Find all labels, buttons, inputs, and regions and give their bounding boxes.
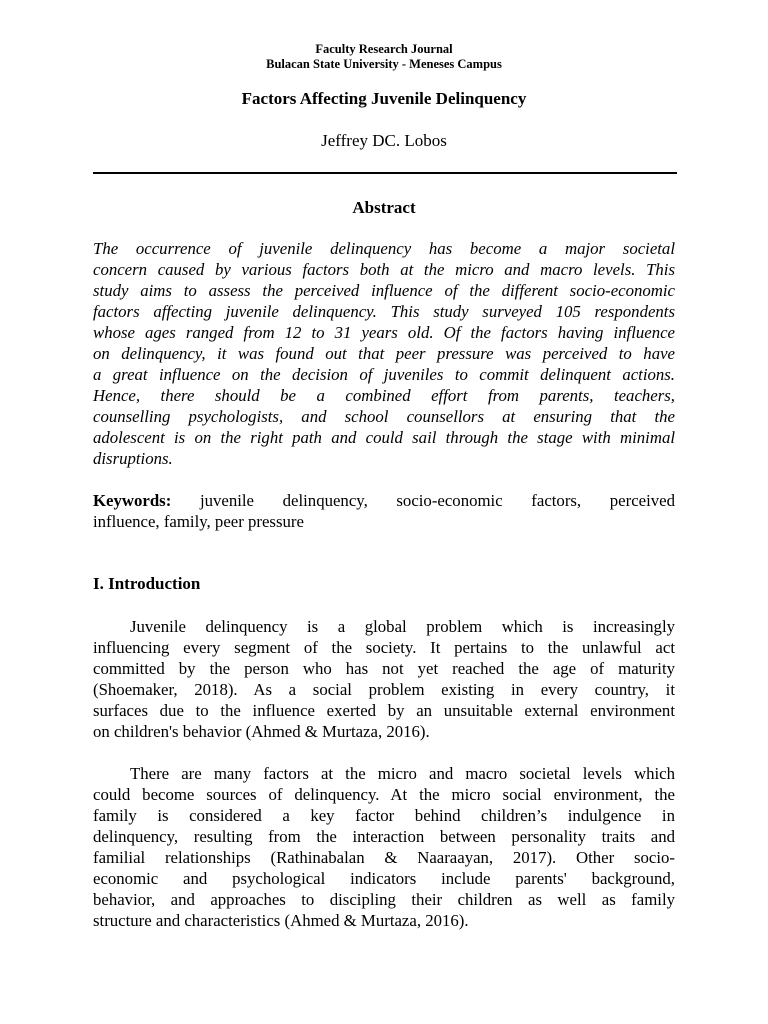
paragraph-line: could become sources of delinquency. At the micro social environment, the: [93, 785, 675, 804]
institution-name: Bulacan State University - Meneses Campus: [266, 57, 502, 71]
paragraph-line: delinquency, resulting from the interaction between personality traits and: [93, 827, 675, 846]
paragraph-line: Juvenile delinquency is a global problem which is increasingly: [130, 617, 675, 636]
journal-header: [0, 42, 768, 72]
abstract-line: study aims to assess the perceived influence of the different socio-economic: [93, 281, 675, 300]
keywords-block: [93, 490, 675, 532]
journal-name: Faculty Research Journal: [315, 42, 453, 56]
abstract-line: factors affecting juvenile delinquency. This study surveyed 105 respondents: [93, 302, 675, 321]
introduction-heading: I. Introduction: [93, 574, 201, 593]
paragraph-line: behavior, and approaches to discipling their children as well as family: [93, 890, 675, 909]
abstract-line: disruptions.: [93, 449, 173, 468]
paragraph-line: on children's behavior (Ahmed & Murtaza, 2016).: [93, 722, 430, 741]
abstract-body: [93, 238, 675, 469]
abstract-line: The occurrence of juvenile delinquency has become a major societal: [93, 239, 675, 258]
paragraph-line: (Shoemaker, 2018). As a social problem existing in every country, it: [93, 680, 675, 699]
abstract-line: a great influence on the decision of juveniles to commit delinquent actions.: [93, 365, 675, 384]
introduction-paragraph-2: [93, 763, 675, 931]
paragraph-line: committed by the person who has not yet reached the age of maturity: [93, 659, 675, 678]
paragraph-line: surfaces due to the influence exerted by an unsuitable external environment: [93, 701, 675, 720]
keywords-label: Keywords:: [93, 491, 172, 510]
abstract-line: concern caused by various factors both at the micro and macro levels. This: [93, 260, 675, 279]
title-divider: [93, 172, 677, 174]
abstract-line: whose ages ranged from 12 to 31 years old. Of the factors having influence: [93, 323, 675, 342]
paragraph-line: familial relationships (Rathinabalan & Naaraayan, 2017). Other socio-: [93, 848, 675, 867]
abstract-heading: Abstract: [352, 198, 416, 217]
abstract-line: counselling psychologists, and school counsellors at ensuring that the: [93, 407, 675, 426]
abstract-line: adolescent is on the right path and could sail through the stage with minimal: [93, 428, 675, 447]
abstract-line: Hence, there should be a combined effort from parents, teachers,: [93, 386, 675, 405]
author-name: Jeffrey DC. Lobos: [321, 131, 447, 150]
keywords-line: influence, family, peer pressure: [93, 512, 304, 531]
paragraph-line: structure and characteristics (Ahmed & Murtaza, 2016).: [93, 911, 469, 930]
paper-title: Factors Affecting Juvenile Delinquency: [241, 89, 527, 108]
paragraph-line: There are many factors at the micro and macro societal levels which: [130, 764, 675, 783]
introduction-paragraph-1: [93, 616, 675, 742]
paragraph-line: influencing every segment of the society. It pertains to the unlawful act: [93, 638, 675, 657]
abstract-line: on delinquency, it was found out that peer pressure was perceived to have: [93, 344, 675, 363]
paragraph-line: economic and psychological indicators include parents' background,: [93, 869, 675, 888]
keywords-text: juvenile delinquency, socio-economic factors, perceived: [199, 491, 675, 510]
paragraph-line: family is considered a key factor behind children’s indulgence in: [93, 806, 675, 825]
keywords-line: [93, 490, 675, 511]
